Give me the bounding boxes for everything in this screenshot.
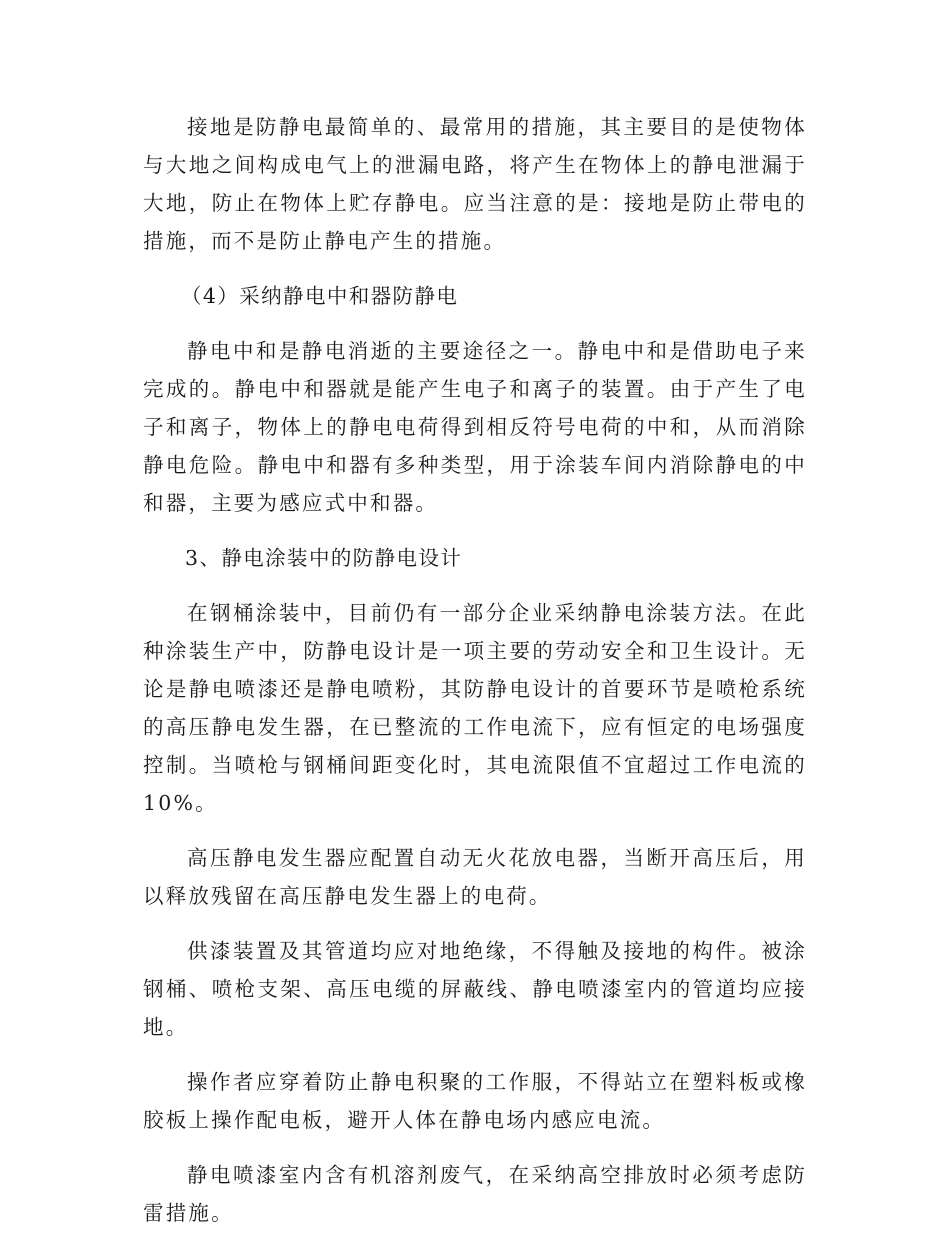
paragraph-lightning: 静电喷漆室内含有机溶剂废气，在采纳高空排放时必须考虑防雷措施。 xyxy=(143,1163,807,1225)
paragraph-insulation: 供漆装置及其管道均应对地绝缘，不得触及接地的构件。被涂钢桶、喷枪支架、高压电缆的屏蔽线、静电喷漆室内的管道均应接地。 xyxy=(143,939,807,1039)
paragraph-operator: 操作者应穿着防止静电积聚的工作服，不得站立在塑料板或橡胶板上操作配电板，避开人体在静电场内感应电流。 xyxy=(143,1070,807,1132)
paragraph-grounding: 接地是防静电最简单的、最常用的措施，其主要目的是使物体与大地之间构成电气上的泄漏电路，将产生在物体上的静电泄漏于大地，防止在物体上贮存静电。应当注意的是：接地是防止带电的措施，而不是防止静电产生的措施。 xyxy=(143,115,807,253)
paragraph-neutralization: 静电中和是静电消逝的主要途径之一。静电中和是借助电子来完成的。静电中和器就是能产生电子和离子的装置。由于产生了电子和离子，物体上的静电电荷得到相反符号电荷的中和，从而消除静电危险。静电中和器有多种类型，用于涂装车间内消除静电的中和器，主要为感应式中和器。 xyxy=(143,339,807,515)
heading-static-neutralizer: （4）采纳静电中和器防静电 xyxy=(181,284,459,308)
heading-antistatic-design: 3、静电涂装中的防静电设计 xyxy=(185,546,463,570)
paragraph-discharger: 高压静电发生器应配置自动无火花放电器，当断开高压后，用以释放残留在高压静电发生器上的电荷。 xyxy=(143,846,807,908)
paragraph-drum-coating: 在钢桶涂装中，目前仍有一部分企业采纳静电涂装方法。在此种涂装生产中，防静电设计是一项主要的劳动安全和卫生设计。无论是静电喷漆还是静电喷粉，其防静电设计的首要环节是喷枪系统的高压静电发生器，在已整流的工作电流下，应有恒定的电场强度控制。当喷枪与钢桶间距变化时，其电流限值不宜超过工作电流的10%。 xyxy=(143,601,807,815)
document-page xyxy=(143,108,807,1249)
